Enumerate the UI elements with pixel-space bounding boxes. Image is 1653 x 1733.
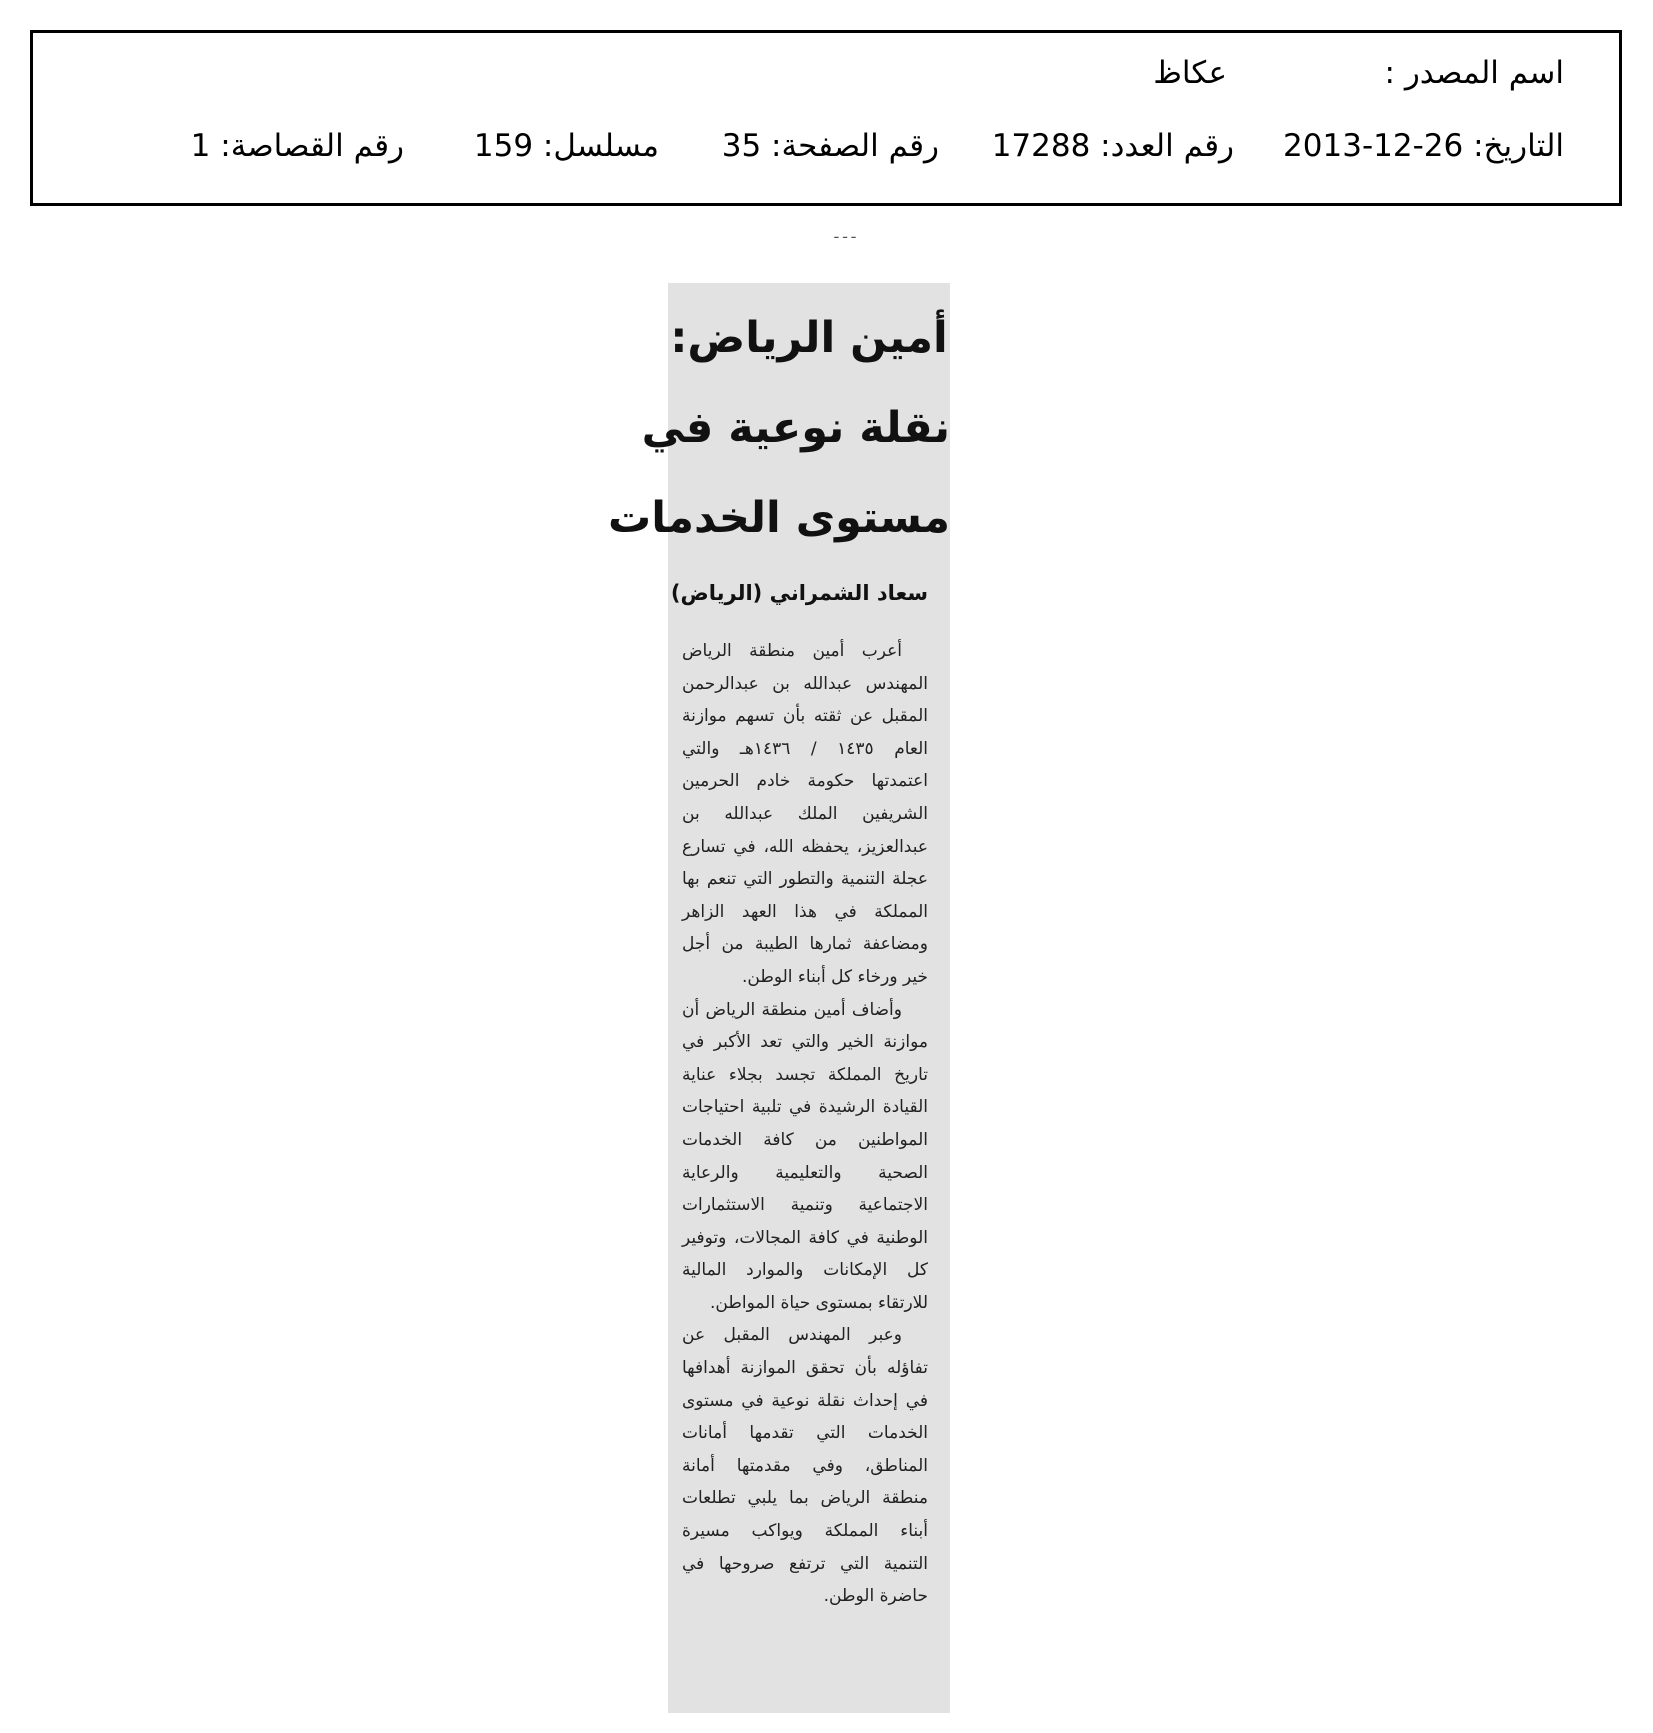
issue-number-field: رقم العدد: 17288 bbox=[991, 128, 1234, 164]
article-byline: سعاد الشمراني (الرياض) bbox=[670, 581, 928, 605]
clipping-cut-edge: ـ ـ ـ bbox=[834, 226, 856, 240]
source-label: اسم المصدر : bbox=[1384, 55, 1564, 91]
article-paragraph: وعبر المهندس المقبل عن تفاؤله بأن تحقق الموازنة أهدافها في إحداث نقلة نوعية في مستوى الخدمات التي تقدمها أمانات المناطق، وفي مقدمتها أمانة منطقة الرياض بما يلبي تطلعات أبناء المملكة ويواكب مسيرة التنمية التي ترتفع صروحها في حاضرة الوطن. bbox=[682, 1325, 928, 1607]
article-body bbox=[682, 635, 928, 1613]
newspaper-clipping bbox=[608, 283, 950, 1713]
date-field: التاريخ: 26-12-2013 bbox=[1283, 128, 1564, 164]
serial-number-field: مسلسل: 159 bbox=[473, 128, 659, 164]
source-name: عكاظ bbox=[1153, 55, 1227, 91]
article-paragraph: أعرب أمين منطقة الرياض المهندس عبدالله بن عبدالرحمن المقبل عن ثقته بأن تسهم موازنة العام ١٤٣٥ / ١٤٣٦هـ والتي اعتمدتها حكومة خادم الحرمين الشريفين الملك عبدالله بن عبدالعزيز، يحفظه الله، في تسارع عجلة التنمية والتطور التي تنعم بها المملكة في هذا العهد الزاهر ومضاعفة ثمارها الطيبة من أجل خير ورخاء كل أبناء الوطن. bbox=[682, 641, 929, 987]
headline-line-2: نقلة نوعية في bbox=[641, 403, 950, 453]
metadata-header-box bbox=[30, 30, 1622, 206]
headline-line-3: مستوى الخدمات bbox=[608, 493, 950, 543]
article-paragraph: وأضاف أمين منطقة الرياض أن موازنة الخير والتي تعد الأكبر في تاريخ المملكة تجسد بجلاء عناية القيادة الرشيدة في تلبية احتياجات المواطنين من كافة الخدمات الصحية والتعليمية والرعاية الاجتماعية وتنمية الاستثمارات الوطنية في كافة المجالات، وتوفير كل الإمكانات والموارد المالية للارتقاء بمستوى حياة المواطن. bbox=[682, 999, 928, 1313]
page-number-field: رقم الصفحة: 35 bbox=[721, 128, 939, 164]
headline-line-1: أمين الرياض: bbox=[670, 313, 948, 363]
clip-number-field: رقم القصاصة: 1 bbox=[190, 128, 404, 164]
